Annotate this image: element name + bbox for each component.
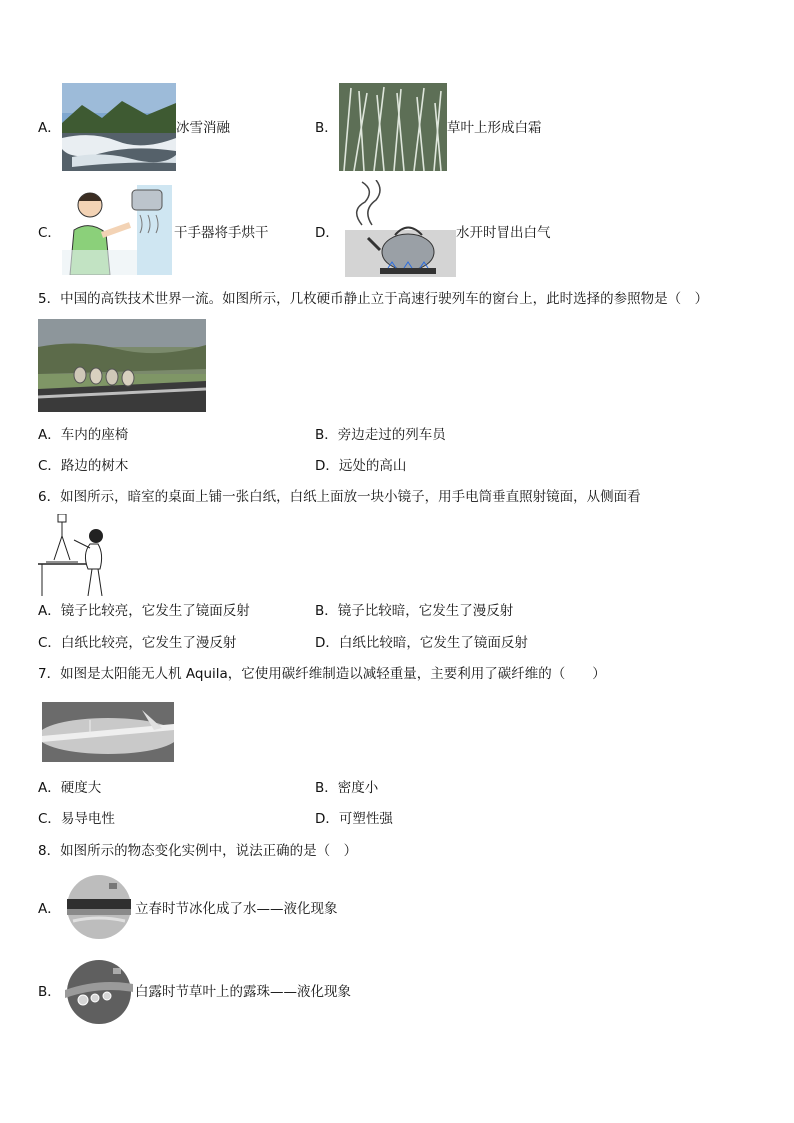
frost-on-grass-image: [339, 83, 447, 171]
q4-option-c-letter: C．: [38, 225, 61, 241]
q7-option-a: A．硬度大: [38, 780, 102, 796]
q6-stem: 6．如图所示，暗室的桌面上铺一张白纸，白纸上面放一块小镜子，用手电筒垂直照射镜面，从侧面看: [38, 489, 641, 505]
q8-option-b-text: 白露时节草叶上的露珠——液化现象: [135, 984, 351, 1000]
q5-stem: 5．中国的高铁技术世界一流。如图所示，几枚硬币静止立于高速行驶列车的窗台上，此时选择的参照物是（ ）: [38, 291, 709, 307]
q4-option-b-letter: B．: [315, 120, 338, 136]
q7-option-b: B．密度小: [315, 780, 379, 796]
flashlight-mirror-experiment-image: [38, 514, 110, 596]
ice-melting-spring-image: [65, 875, 133, 939]
coins-on-train-window-image: [38, 319, 206, 412]
q8-option-a-letter: A．: [38, 901, 61, 917]
melting-snow-image: [62, 83, 176, 171]
q7-stem: 7．如图是太阳能无人机 Aquila，它使用碳纤维制造以减轻重量，主要利用了碳纤维的（ ）: [38, 666, 606, 682]
hand-dryer-image: [62, 185, 172, 275]
q4-option-d-letter: D．: [315, 225, 339, 241]
q6-option-d: D．白纸比较暗，它发生了镜面反射: [315, 635, 528, 651]
q5-option-a: A．车内的座椅: [38, 427, 129, 443]
q4-option-c-text: 干手器将手烘干: [174, 225, 269, 241]
dew-on-grass-image: [65, 960, 133, 1024]
q4-option-a-letter: A．: [38, 120, 61, 136]
q4-option-d-text: 水开时冒出白气: [456, 225, 551, 241]
q6-option-c: C．白纸比较亮，它发生了漫反射: [38, 635, 237, 651]
q7-option-d: D．可塑性强: [315, 811, 393, 827]
q5-option-b: B．旁边走过的列车员: [315, 427, 446, 443]
boiling-kettle-image: [340, 180, 456, 277]
q8-stem: 8．如图所示的物态变化实例中，说法正确的是（ ）: [38, 843, 358, 859]
q4-option-a-text: 冰雪消融: [176, 120, 230, 136]
q5-option-d: D．远处的高山: [315, 458, 407, 474]
q6-option-a: A．镜子比较亮，它发生了镜面反射: [38, 603, 250, 619]
solar-drone-aquila-image: [42, 702, 174, 762]
q5-option-c: C．路边的树木: [38, 458, 129, 474]
q8-option-a-text: 立春时节冰化成了水——液化现象: [135, 901, 338, 917]
q6-option-b: B．镜子比较暗，它发生了漫反射: [315, 603, 514, 619]
q4-option-b-text: 草叶上形成白霜: [447, 120, 542, 136]
q8-option-b-letter: B．: [38, 984, 61, 1000]
q7-option-c: C．易导电性: [38, 811, 115, 827]
